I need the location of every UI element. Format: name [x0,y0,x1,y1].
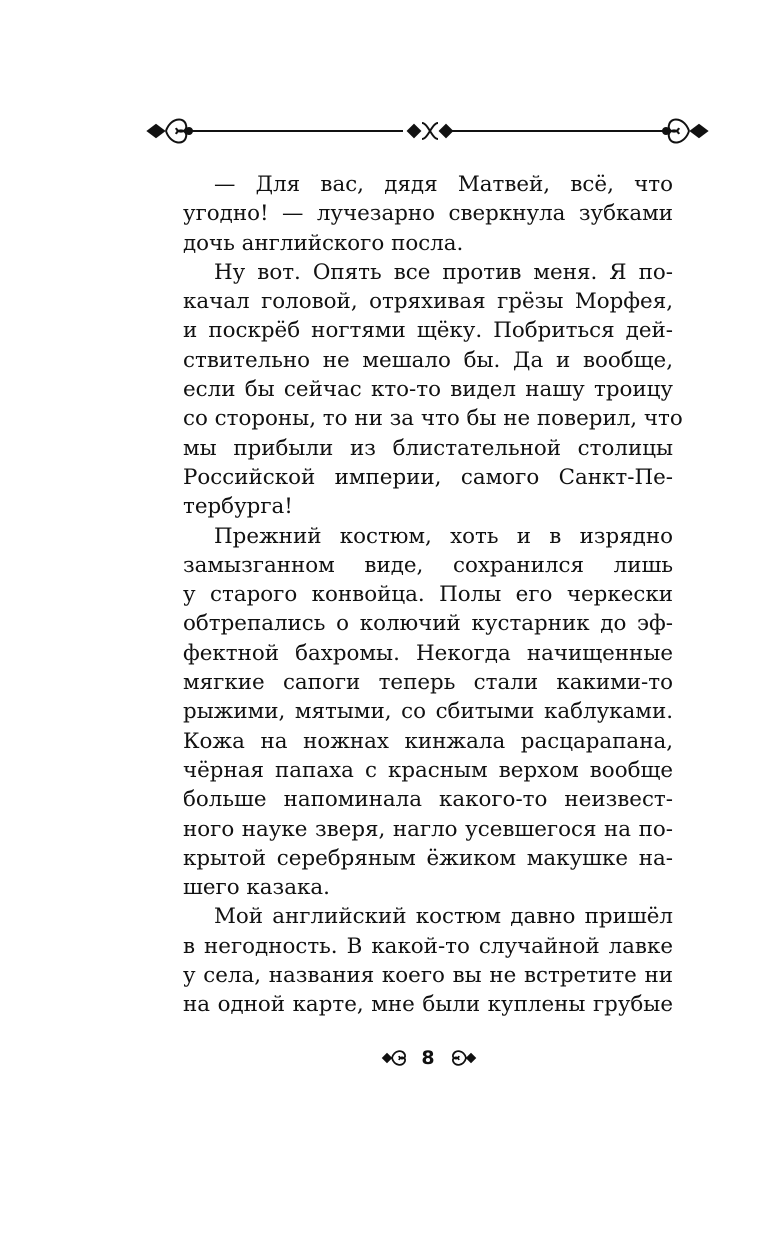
text-line: больше напоминала какого-то неизвест- [183,787,673,813]
text-line: у села, названия коего вы не встретите ни [183,963,673,989]
text-line: угодно! — лучезарно сверкнула зубками [183,201,673,227]
text-line: обтрепались о колючий кустарник до эф- [183,611,673,637]
text-line: тербурга! [183,494,293,520]
fleuron-right-icon [449,1046,477,1070]
text-line: замызганном виде, сохранился лишь [183,552,673,578]
text-line: — Для вас, дядя Матвей, всё, что [214,172,673,197]
text-line: у старого конвойца. Полы его черкески [183,582,673,608]
page-footer [0,1040,768,1080]
text-line: крытой серебряным ёжиком макушке на- [183,845,673,871]
text-line: со стороны, то ни за что бы не поверил, что [183,406,683,432]
text-line: Кожа на ножнах кинжала расцарапана, [183,728,673,754]
text-line: на одной карте, мне были куплены грубые [183,992,673,1018]
paragraph [183,258,683,522]
text-line: фектной бахромы. Некогда начищенные [183,640,673,666]
page-number: 8 [421,1047,435,1069]
text-line: рыжими, мятыми, со сбитыми каблуками. [183,699,673,725]
book-text [183,170,683,1020]
text-line: дочь английского посла. [183,230,464,256]
paragraph [183,522,673,903]
text-line: мягкие сапоги теперь стали какими-то [183,670,673,696]
text-line: шего казака. [183,875,330,901]
text-line: качал головой, отряхивая грёзы Морфея, [183,289,673,315]
fleuron-left-icon [381,1046,409,1070]
text-line: мы прибыли из блистательной столицы [183,435,673,461]
text-line: Прежний костюм, хоть и в изрядно [214,523,673,549]
paragraph [183,902,673,1019]
text-line: ствительно не мешало бы. Да и вообще, [183,347,673,373]
text-line: в негодность. В какой-то случайной лавке [183,933,673,959]
paragraph [183,170,673,258]
text-line: и поскрёб ногтями щёку. Побриться дей- [183,318,673,344]
text-line: если бы сейчас кто-то видел нашу троицу [183,377,673,403]
flourish-divider-icon [140,108,715,154]
text-line: Мой английский костюм давно пришёл [214,904,673,930]
text-line: Ну вот. Опять все против меня. Я по- [214,259,673,285]
text-line: ного науке зверя, нагло усевшегося на по- [183,816,673,842]
text-line: чёрная папаха с красным верхом вообще [183,757,673,783]
text-line: Российской империи, самого Санкт-Пе- [183,464,673,490]
